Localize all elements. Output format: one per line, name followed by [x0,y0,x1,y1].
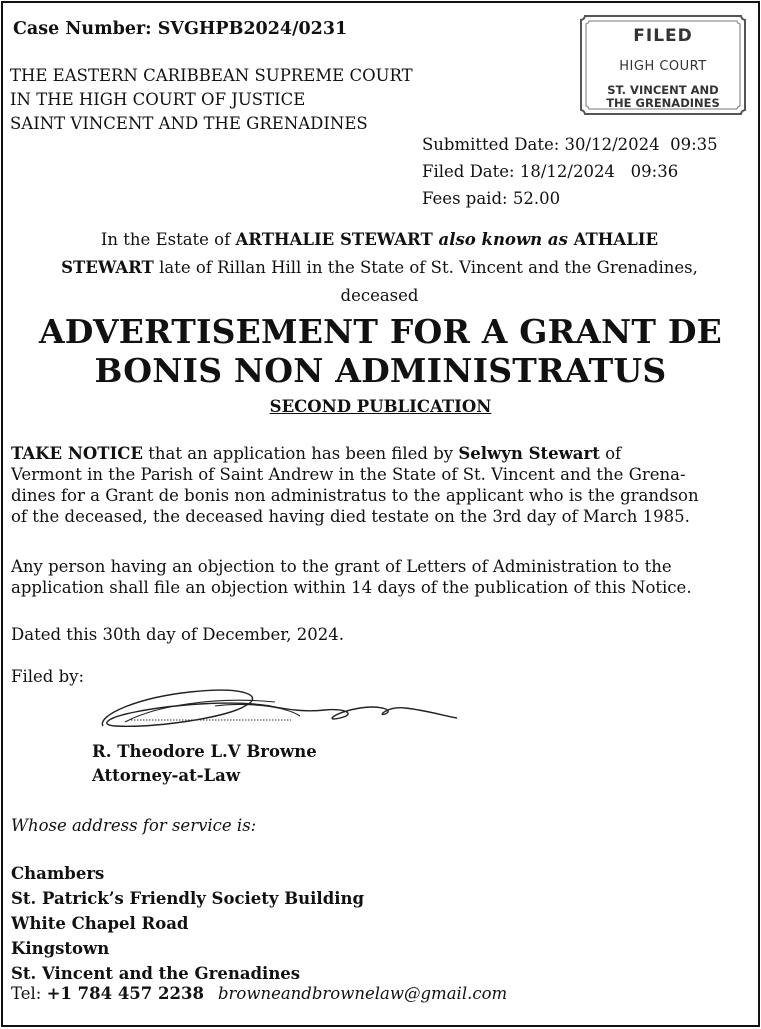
title-line-1: ADVERTISEMENT FOR A GRANT DE [38,312,723,351]
contact-line [11,984,507,1003]
objection-line: application shall file an objection within 14 days of the publication of this Notice. [11,578,692,597]
stamp-line-2: THE GRENADINES [606,96,720,110]
estate-prefix: In the Estate of [100,230,236,249]
service-address [11,861,364,986]
stamp-filed: FILED [633,26,693,46]
tel-label: Tel: [11,984,47,1003]
notice-line: of the deceased, the deceased having died testate on the 3rd day of March 1985. [11,507,690,526]
estate-deceased: deceased [340,286,419,305]
notice-text: of [599,444,622,463]
notice-line: Vermont in the Parish of Saint Andrew in the State of St. Vincent and the Grena- [11,465,686,484]
notice-paragraph [11,443,746,527]
filed-stamp [579,14,747,116]
signature-image [95,676,465,738]
notice-line: dines for a Grant de bonis non administratus to the applicant who is the grandson [11,486,699,505]
case-number: Case Number: SVGHPB2024/0231 [13,19,348,39]
stamp-jurisdiction [579,84,747,110]
address-line: St. Vincent and the Grenadines [11,964,301,983]
estate-heading [12,226,747,310]
stamp-line-1: ST. VINCENT AND [607,83,719,97]
notice-text: that an application has been filed by [143,444,459,463]
court-line-1: THE EASTERN CARIBBEAN SUPREME COURT [10,66,413,85]
alias-name-part-1: ATHALIE [573,230,659,249]
deceased-name: ARTHALIE STEWART [235,230,433,249]
court-line-2: IN THE HIGH COURT OF JUSTICE [10,90,306,109]
attorney-title: Attorney-at-Law [92,766,241,785]
attorney-block [92,740,317,788]
alias-name-part-2: STEWART [61,258,154,277]
aka-label: also known as [432,230,574,249]
take-notice: TAKE NOTICE [11,444,143,463]
dated-line: Dated this 30th day of December, 2024. [11,625,345,644]
submitted-date: Submitted Date: 30/12/2024 09:35 [422,135,718,154]
filed-date: Filed Date: 18/12/2024 09:36 [422,162,679,181]
court-header [10,64,413,136]
address-line: St. Patrick’s Friendly Society Building [11,889,365,908]
estate-residence: late of Rillan Hill in the State of St. Vincent and the Grenadines, [153,258,698,277]
notice-title [5,312,756,390]
objection-line: Any person having an objection to the grant of Letters of Administration to the [11,557,672,576]
stamp-court: HIGH COURT [619,59,707,74]
applicant-name: Selwyn Stewart [458,444,600,463]
address-intro: Whose address for service is: [11,816,257,835]
publication-label: SECOND PUBLICATION [269,397,492,416]
address-line: White Chapel Road [11,914,189,933]
fees-paid: Fees paid: 52.00 [422,189,561,208]
title-line-2: BONIS NON ADMINISTRATUS [94,351,667,390]
attorney-name: R. Theodore L.V Browne [92,742,317,761]
address-line: Chambers [11,864,105,883]
email-address: browneandbrownelaw@gmail.com [217,984,508,1003]
filing-info [422,131,718,212]
objection-paragraph [11,556,746,598]
phone-number: +1 784 457 2238 [46,984,204,1003]
court-line-3: SAINT VINCENT AND THE GRENADINES [10,114,368,133]
filed-by-label: Filed by: [11,667,85,686]
address-line: Kingstown [11,939,110,958]
